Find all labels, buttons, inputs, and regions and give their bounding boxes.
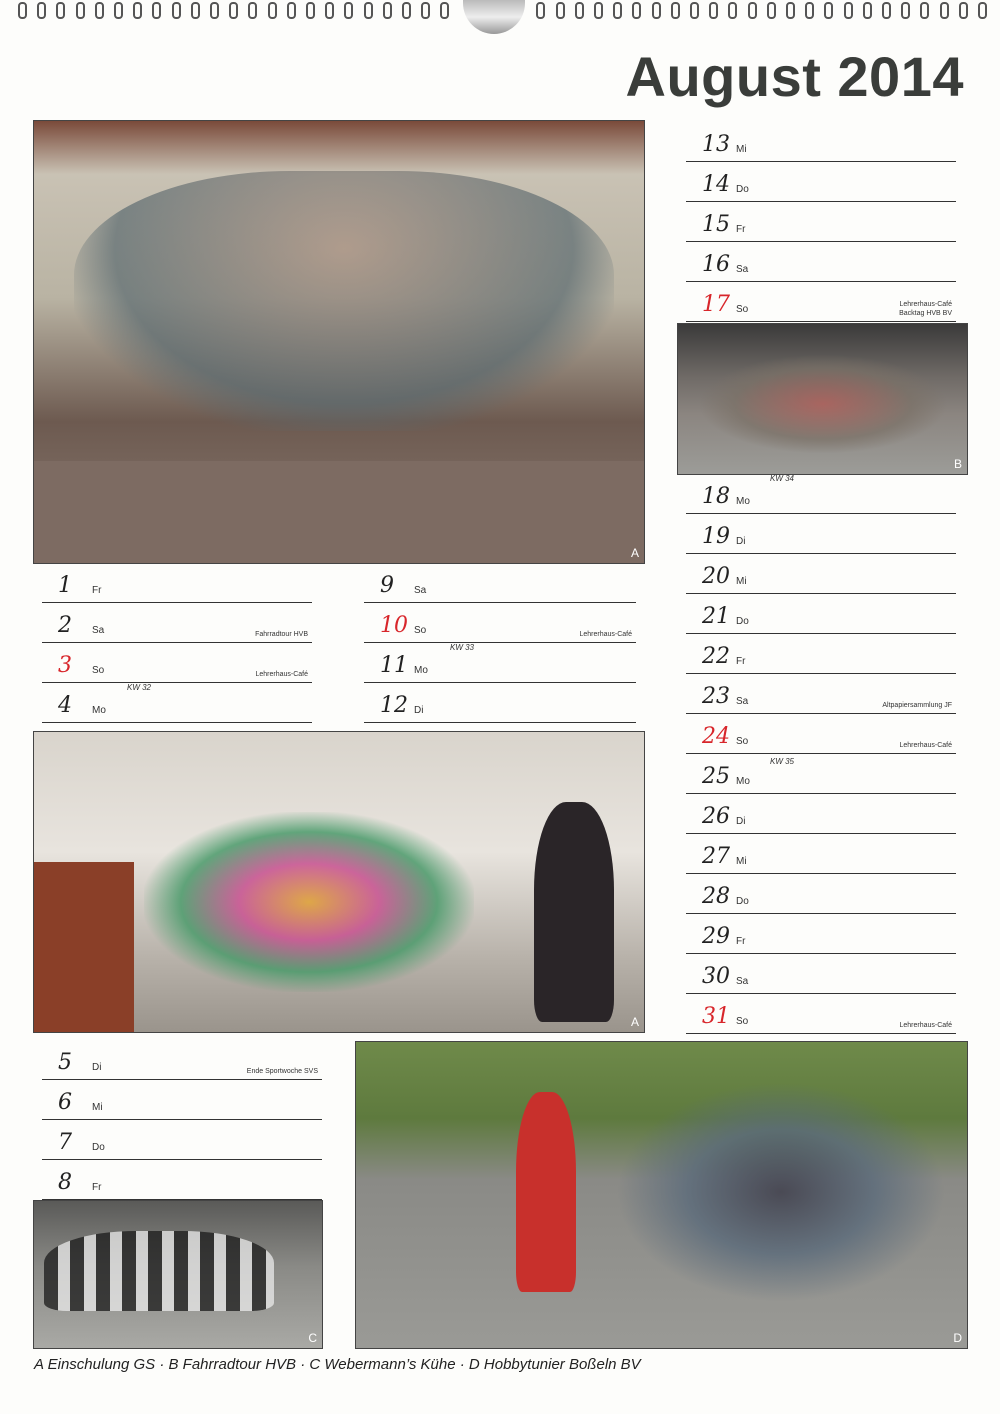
day-row — [686, 794, 956, 834]
day-number: 23 — [702, 684, 730, 709]
day-number: 5 — [58, 1050, 72, 1075]
day-weekday: So — [736, 1016, 749, 1027]
day-weekday: Mi — [92, 1102, 103, 1113]
day-number: 22 — [702, 644, 730, 669]
day-number: 30 — [702, 964, 730, 989]
day-number: 9 — [380, 573, 394, 598]
day-number: 8 — [58, 1170, 72, 1195]
binding-ring — [383, 2, 392, 19]
binding-ring — [18, 2, 27, 19]
day-row — [686, 674, 956, 714]
binding-ring — [95, 2, 104, 19]
day-row — [686, 874, 956, 914]
day-row — [42, 603, 312, 643]
week-label: KW 35 — [770, 757, 795, 766]
binding-ring — [978, 2, 987, 19]
binding-ring — [37, 2, 46, 19]
day-weekday: So — [736, 736, 749, 747]
day-row — [364, 563, 636, 603]
day-row — [686, 162, 956, 202]
day-number: 21 — [702, 604, 730, 629]
binding-ring — [268, 2, 277, 19]
day-number: 6 — [58, 1090, 72, 1115]
day-row — [686, 994, 956, 1034]
day-weekday: Sa — [414, 585, 427, 596]
day-event: Lehrerhaus-Café — [579, 631, 632, 638]
binding-ring — [56, 2, 65, 19]
day-number: 11 — [380, 653, 408, 678]
day-weekday: Mi — [736, 856, 747, 867]
day-row — [364, 603, 636, 643]
day-row — [686, 514, 956, 554]
day-weekday: Sa — [736, 976, 749, 987]
day-weekday: Mo — [92, 705, 106, 716]
day-number: 3 — [58, 653, 72, 678]
day-row — [686, 474, 956, 514]
day-weekday: Mi — [736, 144, 747, 155]
day-row — [42, 1040, 322, 1080]
day-number: 28 — [702, 884, 730, 909]
binding-ring — [287, 2, 296, 19]
day-weekday: Fr — [736, 936, 746, 947]
day-number: 7 — [58, 1130, 72, 1155]
photo-letter: A — [630, 546, 639, 560]
binding-ring — [76, 2, 85, 19]
day-weekday: Mo — [736, 776, 750, 787]
page-title: August 2014 — [625, 45, 964, 108]
binding-ring — [325, 2, 334, 19]
day-weekday: Fr — [92, 1182, 102, 1193]
calendar-hanger — [463, 0, 525, 34]
day-weekday: So — [736, 304, 749, 315]
day-weekday: So — [414, 625, 427, 636]
photo-letter: C — [308, 1331, 317, 1345]
day-weekday: Do — [736, 616, 749, 627]
day-row — [42, 683, 312, 723]
binding-ring — [748, 2, 757, 19]
day-weekday: Di — [736, 816, 746, 827]
photo-cows — [33, 1200, 323, 1349]
binding-ring — [229, 2, 238, 19]
day-event: Lehrerhaus-Café — [899, 742, 952, 749]
day-row — [42, 1120, 322, 1160]
day-row — [686, 554, 956, 594]
binding-ring — [536, 2, 545, 19]
binding-ring — [191, 2, 200, 19]
binding-ring — [901, 2, 910, 19]
day-row — [42, 1080, 322, 1120]
day-weekday: Di — [92, 1062, 102, 1073]
day-number: 2 — [58, 613, 72, 638]
day-event: Lehrerhaus-Café Backtag HVB BV — [899, 301, 952, 317]
binding-ring — [172, 2, 181, 19]
binding-ring — [690, 2, 699, 19]
day-weekday: Di — [736, 536, 746, 547]
day-number: 19 — [702, 524, 730, 549]
binding-ring — [844, 2, 853, 19]
day-number: 27 — [702, 844, 730, 869]
week-label: KW 34 — [770, 474, 795, 483]
day-number: 12 — [380, 693, 408, 718]
day-row — [42, 563, 312, 603]
day-event: Fahrradtour HVB — [255, 631, 308, 638]
day-row — [686, 122, 956, 162]
day-row — [686, 834, 956, 874]
week-label: KW 32 — [127, 683, 152, 692]
day-weekday: Mo — [736, 496, 750, 507]
binding-ring — [709, 2, 718, 19]
day-number: 14 — [702, 172, 730, 197]
binding-ring — [824, 2, 833, 19]
binding-ring — [152, 2, 161, 19]
day-weekday: Di — [414, 705, 424, 716]
day-number: 13 — [702, 132, 730, 157]
photo-bosseln — [355, 1041, 968, 1349]
day-weekday: So — [92, 665, 105, 676]
day-row — [686, 242, 956, 282]
day-number: 17 — [702, 292, 730, 317]
binding-ring — [114, 2, 123, 19]
photo-class-group — [33, 120, 645, 564]
day-row — [42, 643, 312, 683]
day-weekday: Sa — [736, 696, 749, 707]
day-weekday: Fr — [736, 656, 746, 667]
day-row — [686, 714, 956, 754]
binding-ring — [556, 2, 565, 19]
day-row — [686, 954, 956, 994]
day-event: Lehrerhaus-Café — [255, 671, 308, 678]
day-weekday: Sa — [92, 625, 105, 636]
day-row — [364, 683, 636, 723]
binding-ring — [133, 2, 142, 19]
day-number: 18 — [702, 484, 730, 509]
day-weekday: Fr — [92, 585, 102, 596]
binding-ring — [767, 2, 776, 19]
binding-ring — [613, 2, 622, 19]
day-row — [686, 754, 956, 794]
day-weekday: Do — [736, 184, 749, 195]
day-weekday: Do — [92, 1142, 105, 1153]
day-weekday: Sa — [736, 264, 749, 275]
day-number: 24 — [702, 724, 730, 749]
binding-ring — [632, 2, 641, 19]
photo-letter: B — [953, 457, 962, 471]
photo-letter: A — [630, 1015, 639, 1029]
day-number: 26 — [702, 804, 730, 829]
day-number: 10 — [380, 613, 408, 638]
binding-ring — [786, 2, 795, 19]
day-event: Lehrerhaus-Café — [899, 1022, 952, 1029]
photo-bike-tour — [677, 323, 968, 475]
binding-ring — [652, 2, 661, 19]
day-number: 25 — [702, 764, 730, 789]
day-number: 29 — [702, 924, 730, 949]
photo-caption: A Einschulung GS · B Fahrradtour HVB · C Webermann’s Kühe · D Hobbytunier Boßeln BV — [34, 1356, 641, 1373]
day-number: 16 — [702, 252, 730, 277]
day-event: Altpapiersammlung JF — [882, 702, 952, 709]
day-weekday: Do — [736, 896, 749, 907]
day-weekday: Mi — [736, 576, 747, 587]
binding-ring — [940, 2, 949, 19]
binding-ring — [671, 2, 680, 19]
binding-ring — [364, 2, 373, 19]
week-label: KW 33 — [450, 643, 475, 652]
binding-ring — [440, 2, 449, 19]
day-number: 20 — [702, 564, 730, 589]
binding-ring — [248, 2, 257, 19]
day-row — [686, 594, 956, 634]
binding-ring — [959, 2, 968, 19]
binding-ring — [805, 2, 814, 19]
binding-ring — [882, 2, 891, 19]
binding-ring — [344, 2, 353, 19]
binding-ring — [728, 2, 737, 19]
day-event: Ende Sportwoche SVS — [246, 1068, 318, 1075]
binding-ring — [594, 2, 603, 19]
day-row — [686, 914, 956, 954]
binding-ring — [306, 2, 315, 19]
day-row — [686, 282, 956, 322]
binding-ring — [863, 2, 872, 19]
day-number: 31 — [702, 1004, 730, 1029]
day-row — [686, 202, 956, 242]
binding-ring — [210, 2, 219, 19]
day-row — [364, 643, 636, 683]
binding-ring — [575, 2, 584, 19]
day-row — [686, 634, 956, 674]
binding-ring — [421, 2, 430, 19]
day-row — [42, 1160, 322, 1200]
binding-ring — [920, 2, 929, 19]
photo-letter: D — [953, 1331, 962, 1345]
day-number: 15 — [702, 212, 730, 237]
binding-ring — [402, 2, 411, 19]
photo-school-cones — [33, 731, 645, 1033]
day-weekday: Mo — [414, 665, 428, 676]
day-weekday: Fr — [736, 224, 746, 235]
day-number: 1 — [58, 573, 72, 598]
day-number: 4 — [58, 693, 72, 718]
